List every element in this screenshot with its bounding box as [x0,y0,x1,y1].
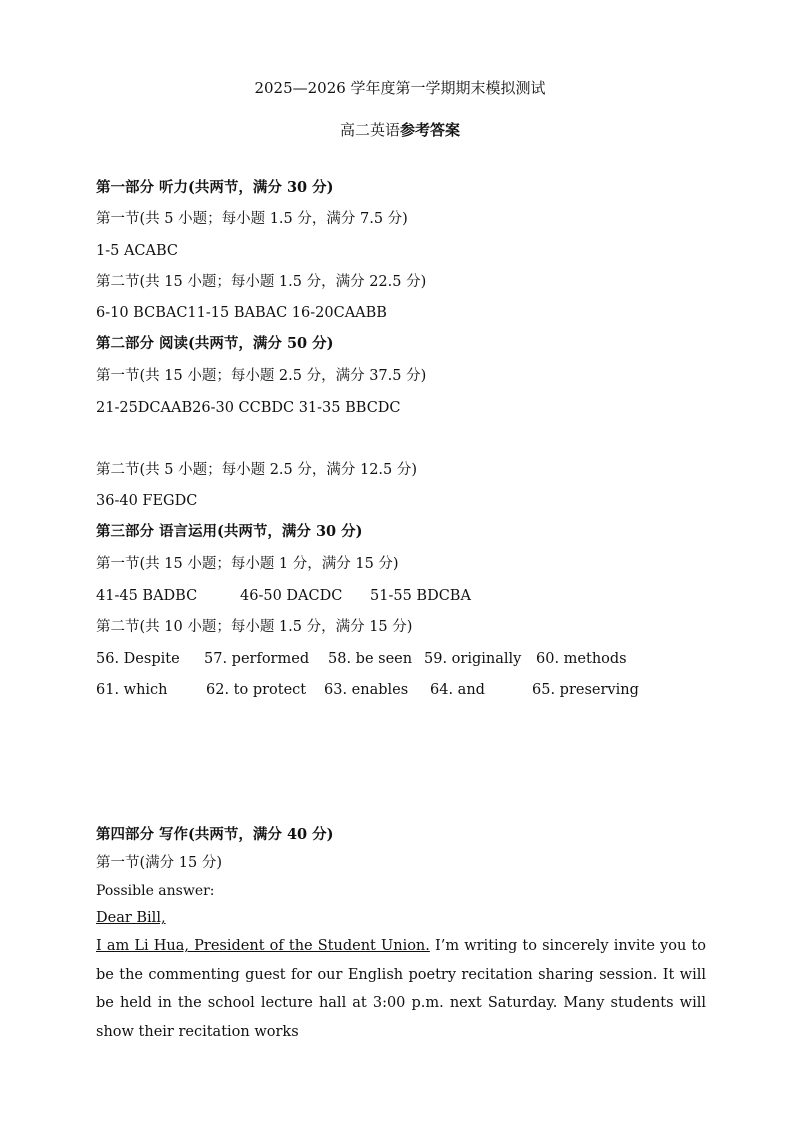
part2-section2-answers: 36-40 FEGDC [96,493,198,509]
part4-section1-heading: 第一节(满分 15 分) [96,855,222,871]
part3-heading: 第三部分 语言运用(共两节，满分 30 分) [96,523,363,540]
answer-item: 60. methods [536,651,627,667]
letter-body-text: I’m writing to sincerely invite you to be the commenting guest for our English poetry recitation sharing session. It will be held in the school lecture hall at 3:00 p.m. next Saturday. Many students will show their recitation works [96,938,706,1040]
letter-body [96,932,706,1046]
letter-intro: I am Li Hua, President of the Student Union. [96,938,430,954]
answer-group: 46-50 DACDC [240,588,343,604]
answer-group: 41-45 BADBC [96,588,198,604]
answer-group: 51-55 BDCBA [370,588,471,604]
answer-item: 59. originally [424,651,522,667]
document-subtitle [0,120,800,140]
answer-item: 62. to protect [206,682,307,698]
possible-answer-label: Possible answer: [96,883,215,899]
part2-section1-answers: 21-25DCAAB26-30 CCBDC 31-35 BBCDC [96,400,401,416]
answer-item: 56. Despite [96,651,180,667]
answer-item: 65. preserving [532,682,639,698]
answer-item: 57. performed [204,651,310,667]
part4-heading: 第四部分 写作(共两节，满分 40 分) [96,826,334,843]
subtitle-plain: 高二英语 [339,121,400,139]
part1-section1-answers: 1-5 ACABC [96,243,179,259]
answer-item: 61. which [96,682,168,698]
part2-section2-heading: 第二节(共 5 小题；每小题 2.5 分，满分 12.5 分) [96,462,418,478]
document-title: 2025—2026 学年度第一学期期末模拟测试 [254,79,546,97]
part1-section2-answers: 6-10 BCBAC11-15 BABAC 16-20CAABB [96,305,387,321]
part1-section1-heading: 第一节(共 5 小题；每小题 1.5 分，满分 7.5 分) [96,211,408,227]
part2-heading: 第二部分 阅读(共两节，满分 50 分) [96,335,334,352]
answer-item: 63. enables [324,682,409,698]
part2-section1-heading: 第一节(共 15 小题；每小题 2.5 分，满分 37.5 分) [96,368,427,384]
subtitle-bold: 参考答案 [400,121,461,139]
answer-item: 58. be seen [328,651,413,667]
answer-item: 64. and [430,682,485,698]
part1-section2-heading: 第二节(共 15 小题；每小题 1.5 分，满分 22.5 分) [96,274,427,290]
letter-salutation: Dear Bill, [96,910,166,926]
part3-section1-heading: 第一节(共 15 小题；每小题 1 分，满分 15 分) [96,556,399,572]
part3-section2-heading: 第二节(共 10 小题；每小题 1.5 分，满分 15 分) [96,619,413,635]
part1-heading: 第一部分 听力(共两节，满分 30 分) [96,179,334,196]
